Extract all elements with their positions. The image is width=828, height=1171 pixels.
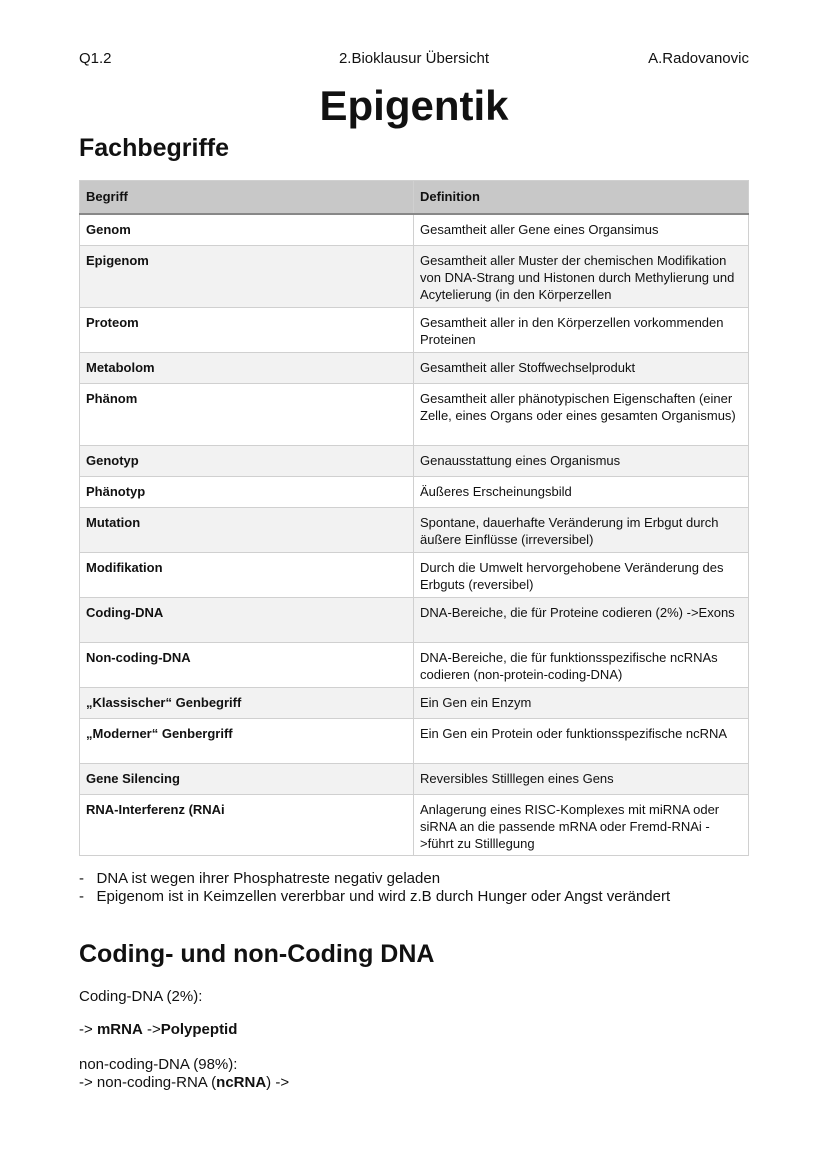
definition-cell: Gesamtheit aller Muster der chemischen Modifikation von DNA-Strang und Histonen durch Methylierung und Acytelierung (in den Körperzellen: [414, 245, 749, 307]
notes-list: [79, 870, 670, 906]
header-center: 2.Bioklausur Übersicht: [338, 50, 490, 67]
column-header: Definition: [414, 181, 749, 215]
table-row: [80, 687, 749, 718]
coding-line: Coding-DNA (2%):: [79, 988, 203, 1005]
definition-cell: Gesamtheit aller Gene eines Organsimus: [414, 214, 749, 245]
page-title: Epigentik: [319, 82, 509, 129]
term-cell: „Klassischer“ Genbegriff: [80, 687, 414, 718]
definition-cell: Gesamtheit aller Stoffwechselprodukt: [414, 352, 749, 383]
table-row: [80, 307, 749, 352]
definition-cell: Durch die Umwelt hervorgehobene Veränderung des Erbguts (reversibel): [414, 552, 749, 597]
term-cell: Phänom: [80, 383, 414, 445]
table-row: [80, 597, 749, 642]
header-left: Q1.2: [79, 50, 112, 67]
header-right: A.Radovanovic: [648, 50, 749, 67]
definition-cell: Ein Gen ein Protein oder funktionsspezifische ncRNA: [414, 718, 749, 763]
definition-cell: Gesamtheit aller phänotypischen Eigenschaften (einer Zelle, eines Organs oder eines gesamten Organismus): [414, 383, 749, 445]
definition-cell: Äußeres Erscheinungsbild: [414, 476, 749, 507]
definition-cell: DNA-Bereiche, die für Proteine codieren (2%) ->Exons: [414, 597, 749, 642]
term-cell: Mutation: [80, 507, 414, 552]
table-row: [80, 507, 749, 552]
table-row: [80, 445, 749, 476]
term-cell: Proteom: [80, 307, 414, 352]
term-cell: Genotyp: [80, 445, 414, 476]
terms-table: [79, 180, 749, 856]
coding-path: -> mRNA ->Polypeptid: [79, 1021, 238, 1038]
table-row: [80, 718, 749, 763]
section-heading: Fachbegriffe: [79, 134, 230, 162]
definition-cell: Gesamtheit aller in den Körperzellen vorkommenden Proteinen: [414, 307, 749, 352]
term-cell: Metabolom: [80, 352, 414, 383]
term-cell: Phänotyp: [80, 476, 414, 507]
table-row: [80, 552, 749, 597]
term-cell: Genom: [80, 214, 414, 245]
term-cell: Coding-DNA: [80, 597, 414, 642]
column-header: Begriff: [80, 181, 414, 215]
note-item: - Epigenom ist in Keimzellen vererbbar und wird z.B durch Hunger oder Angst verändert: [79, 888, 671, 905]
table-row: [80, 352, 749, 383]
definition-cell: Ein Gen ein Enzym: [414, 687, 749, 718]
definition-cell: Genausstattung eines Organismus: [414, 445, 749, 476]
table-row: [80, 383, 749, 445]
table-row: [80, 794, 749, 855]
table-row: [80, 642, 749, 687]
term-cell: RNA-Interferenz (RNAi: [80, 794, 414, 855]
table-row: [80, 245, 749, 307]
table-row: [80, 476, 749, 507]
noncoding-path: -> non-coding-RNA (ncRNA) ->: [79, 1074, 290, 1091]
table-row: [80, 763, 749, 794]
section-heading: Coding- und non-Coding DNA: [79, 940, 435, 968]
term-cell: Non-coding-DNA: [80, 642, 414, 687]
note-item: - DNA ist wegen ihrer Phosphatreste negativ geladen: [79, 870, 441, 887]
definition-cell: DNA-Bereiche, die für funktionsspezifische ncRNAs codieren (non-protein-coding-DNA): [414, 642, 749, 687]
table-row: [80, 214, 749, 245]
term-cell: Epigenom: [80, 245, 414, 307]
term-cell: Modifikation: [80, 552, 414, 597]
definition-cell: Spontane, dauerhafte Veränderung im Erbgut durch äußere Einflüsse (irreversibel): [414, 507, 749, 552]
term-cell: „Moderner“ Genbergriff: [80, 718, 414, 763]
definition-cell: Anlagerung eines RISC-Komplexes mit miRNA oder siRNA an die passende mRNA oder Fremd-RNAi ->führt zu Stilllegung: [414, 794, 749, 855]
definition-cell: Reversibles Stilllegen eines Gens: [414, 763, 749, 794]
term-cell: Gene Silencing: [80, 763, 414, 794]
noncoding-line: non-coding-DNA (98%):: [79, 1056, 238, 1073]
